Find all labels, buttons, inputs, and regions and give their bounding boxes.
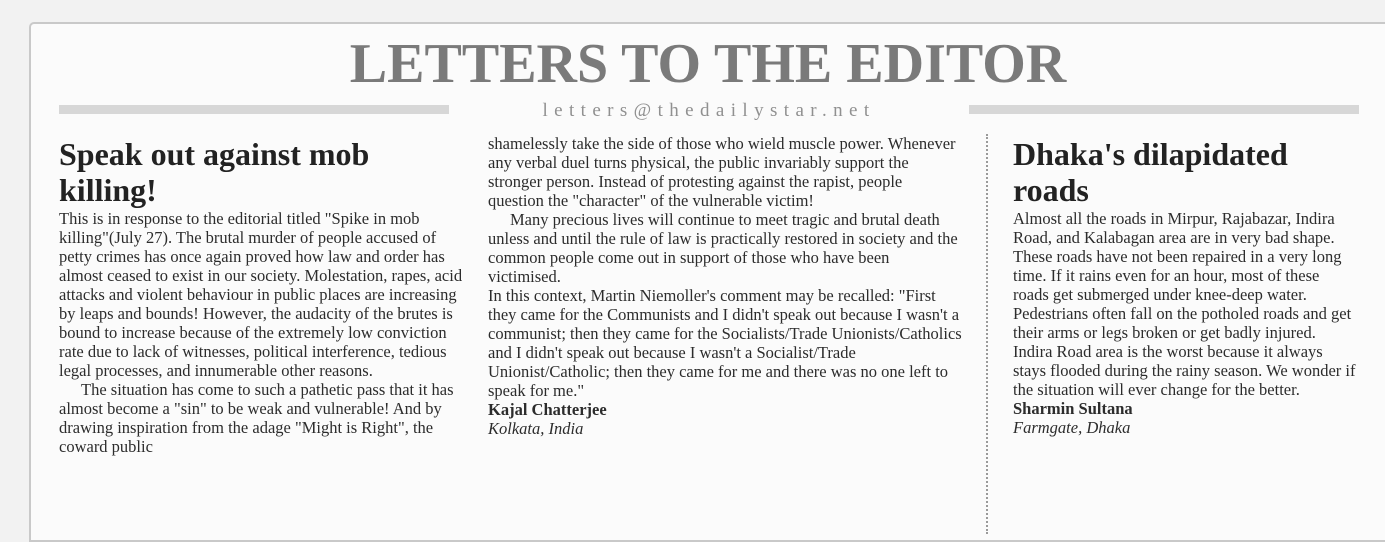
letter-1-column-2 — [488, 134, 962, 438]
masthead-rule-right — [969, 105, 1359, 114]
letter-2-headline: Dhaka's dilapidated roads — [1013, 136, 1288, 208]
letter-2-location: Farmgate, Dhaka — [1013, 418, 1131, 437]
newspaper-page — [29, 22, 1385, 542]
letter-1-column-1 — [59, 136, 469, 456]
column-divider — [986, 134, 988, 534]
masthead-rule-left — [59, 105, 449, 114]
letter-1-paragraph-2: The situation has come to such a pathetic pass that it has almost become a "sin" to be weak and vulnerable! And by drawing inspiration from the adage "Might is Right", the coward public — [59, 380, 454, 456]
letter-1-paragraph-5: In this context, Martin Niemoller's comment may be recalled: "First they came for the Communists and I didn't speak out because I wasn't a communist; then they came for the Socialists/Trade Unionists/Catholics and I didn't speak out because I wasn't a Socialist/Trade Unionist/Catholic; then they came for me and there was no one left to speak for me." — [488, 286, 962, 400]
letter-2-paragraph-1: Almost all the roads in Mirpur, Rajabazar, Indira Road, and Kalabagan area are in very bad shape. These roads have not been repaired in a very long time. If it rains even for an hour, most of these roads get submerged under knee-deep water. Pedestrians often fall on the potholed roads and get their arms or legs broken or get badly injured. Indira Road area is the worst because it always stays flooded during the rainy season. We wonder if the situation will ever change for the better. — [1013, 209, 1356, 399]
letter-1-headline: Speak out against mob killing! — [59, 136, 370, 208]
letter-1-paragraph-4: Many precious lives will continue to meet tragic and brutal death unless and until the rule of law is practically restored in society and the common people come out in support of those who have been victimised. — [488, 210, 958, 286]
letter-1-paragraph-1: This is in response to the editorial titled "Spike in mob killing"(July 27). The brutal murder of people accused of petty crimes has once again proved how law and order has almost ceased to exist in our society. Molestation, rapes, acid attacks and violent behaviour in public places are increasing by leaps and bounds! However, the audacity of the brutes is bound to increase because of the extremely low conviction rate due to lack of witnesses, political interference, tedious legal processes, and innumerable other reasons. — [59, 209, 463, 380]
letter-2-author: Sharmin Sultana — [1013, 399, 1133, 418]
section-title: LETTERS TO THE EDITOR — [349, 33, 1067, 95]
editor-email: letters@thedailystar.net — [542, 100, 876, 121]
letter-1-location: Kolkata, India — [488, 419, 584, 438]
letter-1-paragraph-3: shamelessly take the side of those who wield muscle power. Whenever any verbal duel turns physical, the public invariably support the stronger person. Instead of protesting against the rapist, people question the "character" of the vulnerable victim! — [488, 134, 956, 210]
letter-2-column — [1013, 136, 1358, 437]
letter-1-author: Kajal Chatterjee — [488, 400, 607, 419]
